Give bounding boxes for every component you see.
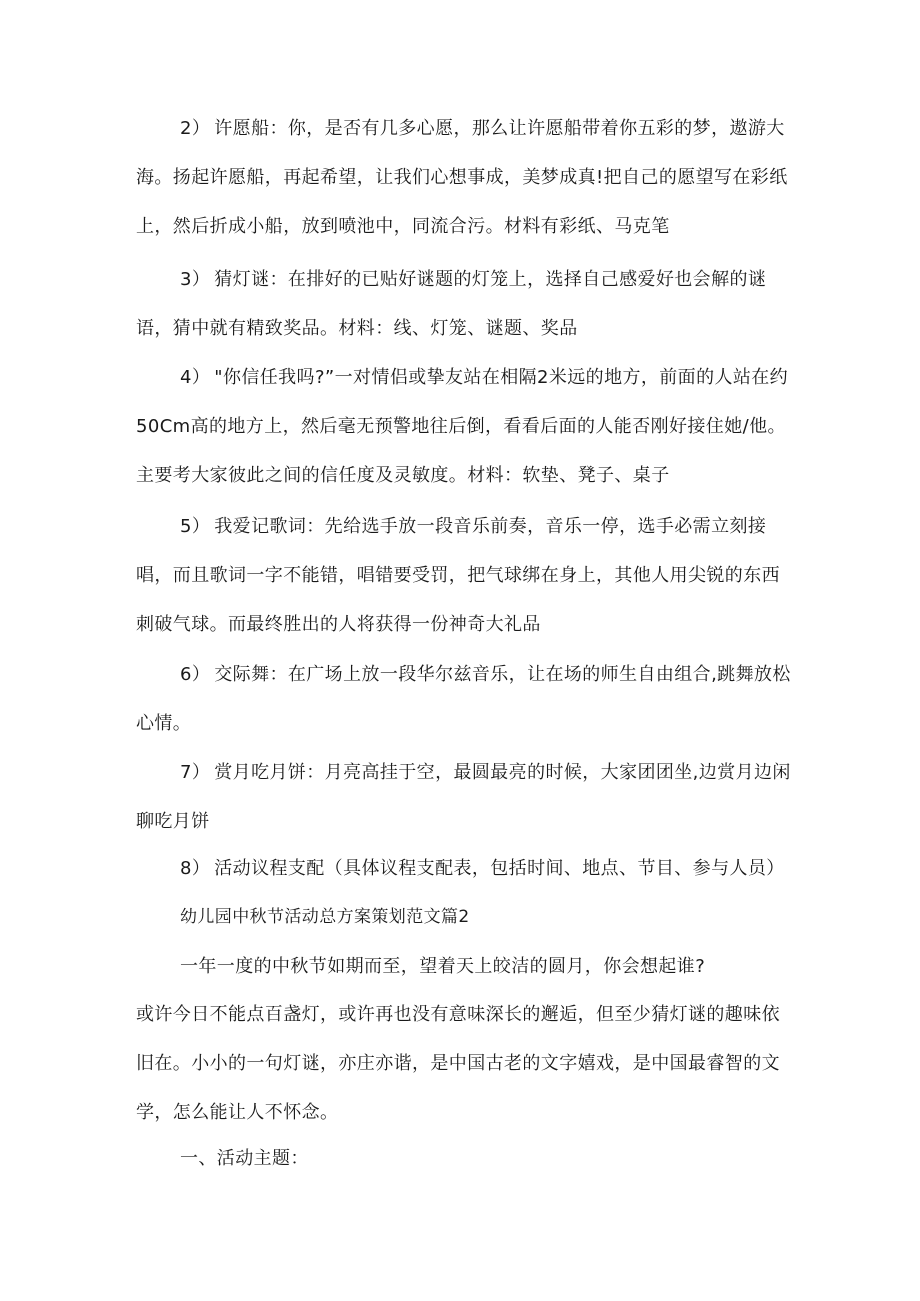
intro-paragraph: 或许今日不能点百盏灯，或许再也没有意味深长的邂逅，但至少猜灯谜的趣味依旧在。小小的一句灯谜，亦庄亦谐，是中国古老的文字嬉戏，是中国最睿智的文学，怎么能让人不怀念。	[136, 1004, 780, 1123]
item-number: 5）	[180, 516, 211, 537]
item-number: 2）	[180, 118, 211, 139]
item-text: 我爱记歌词：先给选手放一段音乐前奏，音乐一停，选手必需立刻接唱，而且歌词一字不能错，唱错要受罚，把气球绑在身上，其他人用尖锐的东西刺破气球。而最终胜出的人将获得一份神奇大礼品	[136, 516, 780, 635]
item-number: 6）	[180, 664, 211, 685]
item-number: 8）	[180, 858, 211, 879]
list-item-4	[136, 353, 796, 500]
list-item-6	[136, 650, 796, 748]
list-item-8	[136, 844, 796, 893]
item-number: 3）	[180, 269, 211, 290]
intro-line: 一年一度的中秋节如期而至，望着天上皎洁的圆月，你会想起谁?	[180, 956, 706, 977]
item-number: 4）	[180, 367, 211, 388]
list-item-5	[136, 502, 796, 649]
list-item-7	[136, 748, 796, 846]
section-title: 幼儿园中秋节活动总方案策划范文篇2	[180, 907, 470, 927]
item-number: 7）	[180, 762, 211, 783]
list-item-2	[136, 104, 796, 251]
item-text: 猜灯谜：在排好的已贴好谜题的灯笼上，选择自己感爱好也会解的谜语，猜中就有精致奖品。材料：线、灯笼、谜题、奖品	[136, 269, 767, 339]
list-item-3	[136, 255, 796, 353]
item-text: 交际舞：在广场上放一段华尔兹音乐，让在场的师生自由组合,跳舞放松心情。	[136, 664, 791, 734]
subheading: 一、活动主题：	[180, 1148, 309, 1169]
item-text: 活动议程支配（具体议程支配表，包括时间、地点、节目、参与人员）	[214, 858, 785, 879]
item-text: "你信任我吗?”一对情侣或挚友站在相隔2米远的地方，前面的人站在约50Cm高的地方上，然后毫无预警地往后倒，看看后面的人能否刚好接住她/他。主要考大家彼此之间的信任度及灵敏度。材料：软垫、凳子、桌子	[136, 367, 789, 486]
item-text: 赏月吃月饼：月亮高挂于空，最圆最亮的时候，大家团团坐,边赏月边闲聊吃月饼	[136, 762, 791, 832]
item-text: 许愿船：你，是否有几多心愿，那么让许愿船带着你五彩的梦，遨游大海。扬起许愿船，再起希望，让我们心想事成，美梦成真!把自己的愿望写在彩纸上，然后折成小船，放到喷池中，同流合污。材料有彩纸、马克笔	[136, 118, 788, 237]
